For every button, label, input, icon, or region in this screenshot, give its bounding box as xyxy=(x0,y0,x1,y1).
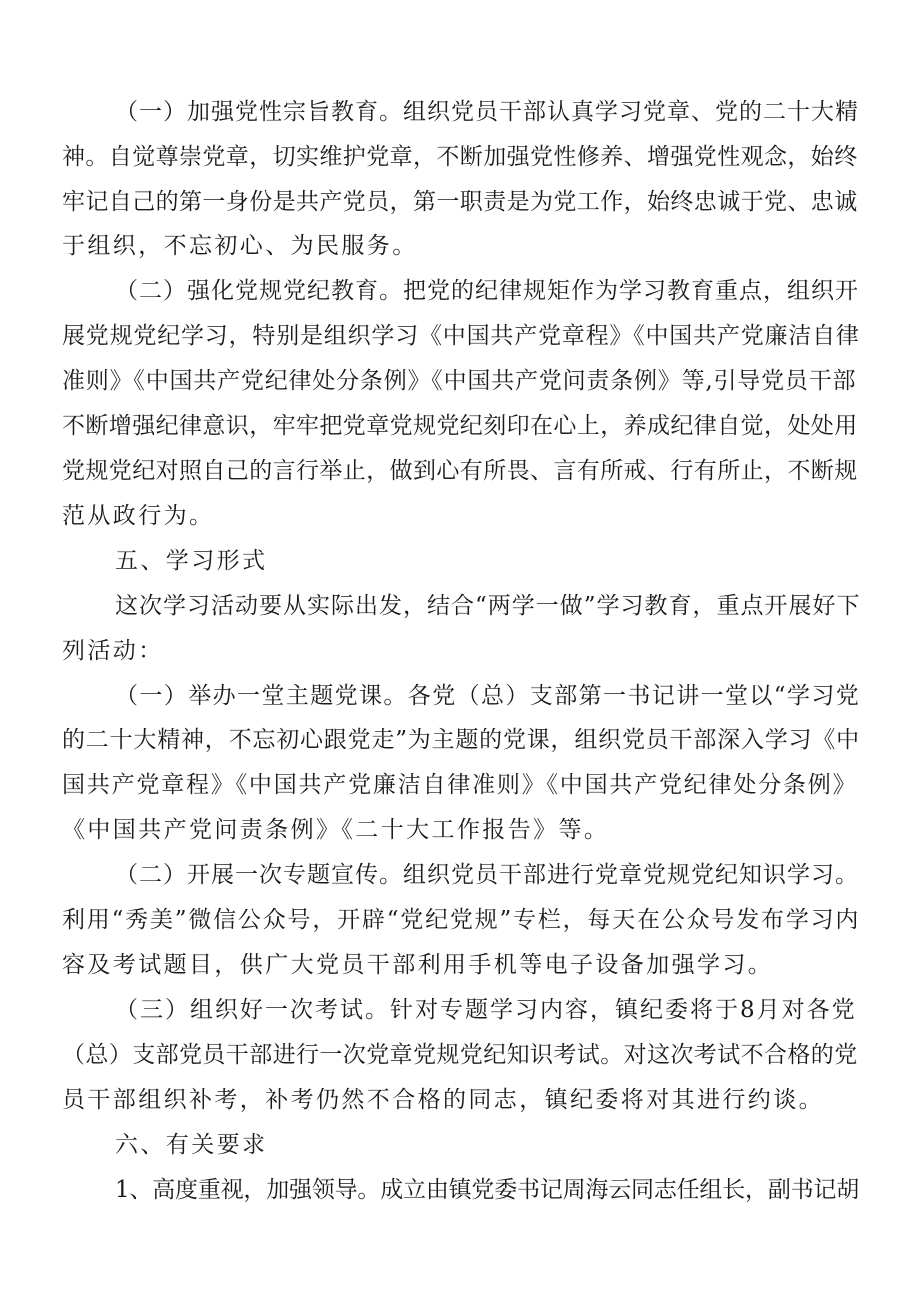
paragraph-line: 于组织，不忘初心、为民服务。 xyxy=(62,233,418,259)
paragraph-line: 《中国共产党问责条例》《二十大工作报告》等。 xyxy=(62,817,610,843)
section-heading: 五、学习形式 xyxy=(115,548,268,574)
paragraph-line: 党规党纪对照自己的言行举止，做到心有所畏、言有所戒、行有所止，不断规 xyxy=(62,458,858,484)
section-heading: 六、有关要求 xyxy=(115,1132,268,1158)
paragraph-line: 的二十大精神，不忘初心跟党走”为主题的党课，组织党员干部深入学习《中 xyxy=(62,727,860,753)
paragraph-line: 神。自觉尊崇党章，切实维护党章，不断加强党性修养、增强党性观念，始终 xyxy=(62,144,858,170)
paragraph-line: （总）支部党员干部进行一次党章党规党纪知识考试。对这次考试不合格的党 xyxy=(62,1042,858,1068)
paragraph-line: 国共产党章程》《中国共产党廉洁自律准则》《中国共产党纪律处分条例》 xyxy=(62,772,858,798)
paragraph-line: （二）开展一次专题宣传。组织党员干部进行党章党规党纪知识学习。 xyxy=(115,862,859,888)
paragraph-line: 这次学习活动要从实际出发，结合“两学一做”学习教育，重点开展好下 xyxy=(115,593,861,619)
paragraph-line: 展党规党纪学习，特别是组织学习《中国共产党章程》《中国共产党廉洁自律 xyxy=(62,323,860,349)
paragraph-line: 牢记自己的第一身份是共产党员，第一职责是为党工作，始终忠诚于党、忠诚 xyxy=(62,189,858,215)
paragraph-line: 1、高度重视，加强领导。成立由镇党委书记周海云同志任组长，副书记胡 xyxy=(115,1177,860,1203)
paragraph-line: 不断增强纪律意识，牢牢把党章党规党纪刻印在心上，养成纪律自觉，处处用 xyxy=(62,413,858,439)
paragraph-line: 范从政行为。 xyxy=(62,503,215,529)
paragraph-line: （二）强化党规党纪教育。把党的纪律规矩作为学习教育重点，组织开 xyxy=(115,278,859,304)
paragraph-line: （一）举办一堂主题党课。各党（总）支部第一书记讲一堂以“学习党 xyxy=(115,683,861,709)
paragraph-line: 容及考试题目，供广大党员干部利用手机等电子设备加强学习。 xyxy=(62,952,774,978)
paragraph-line: （三）组织好一次考试。针对专题学习内容，镇纪委将于8月对各党 xyxy=(115,997,857,1023)
paragraph-line: 利用“秀美”微信公众号，开辟“党纪党规”专栏，每天在公众号发布学习内 xyxy=(62,907,861,933)
paragraph-line: 准则》《中国共产党纪律处分条例》《中国共产党问责条例》等,引导党员干部 xyxy=(62,368,857,394)
paragraph-line: 列活动： xyxy=(62,638,164,664)
paragraph-line: 员干部组织补考，补考仍然不合格的同志，镇纪委将对其进行约谈。 xyxy=(62,1087,824,1113)
paragraph-line: （一）加强党性宗旨教育。组织党员干部认真学习党章、党的二十大精 xyxy=(115,99,859,125)
